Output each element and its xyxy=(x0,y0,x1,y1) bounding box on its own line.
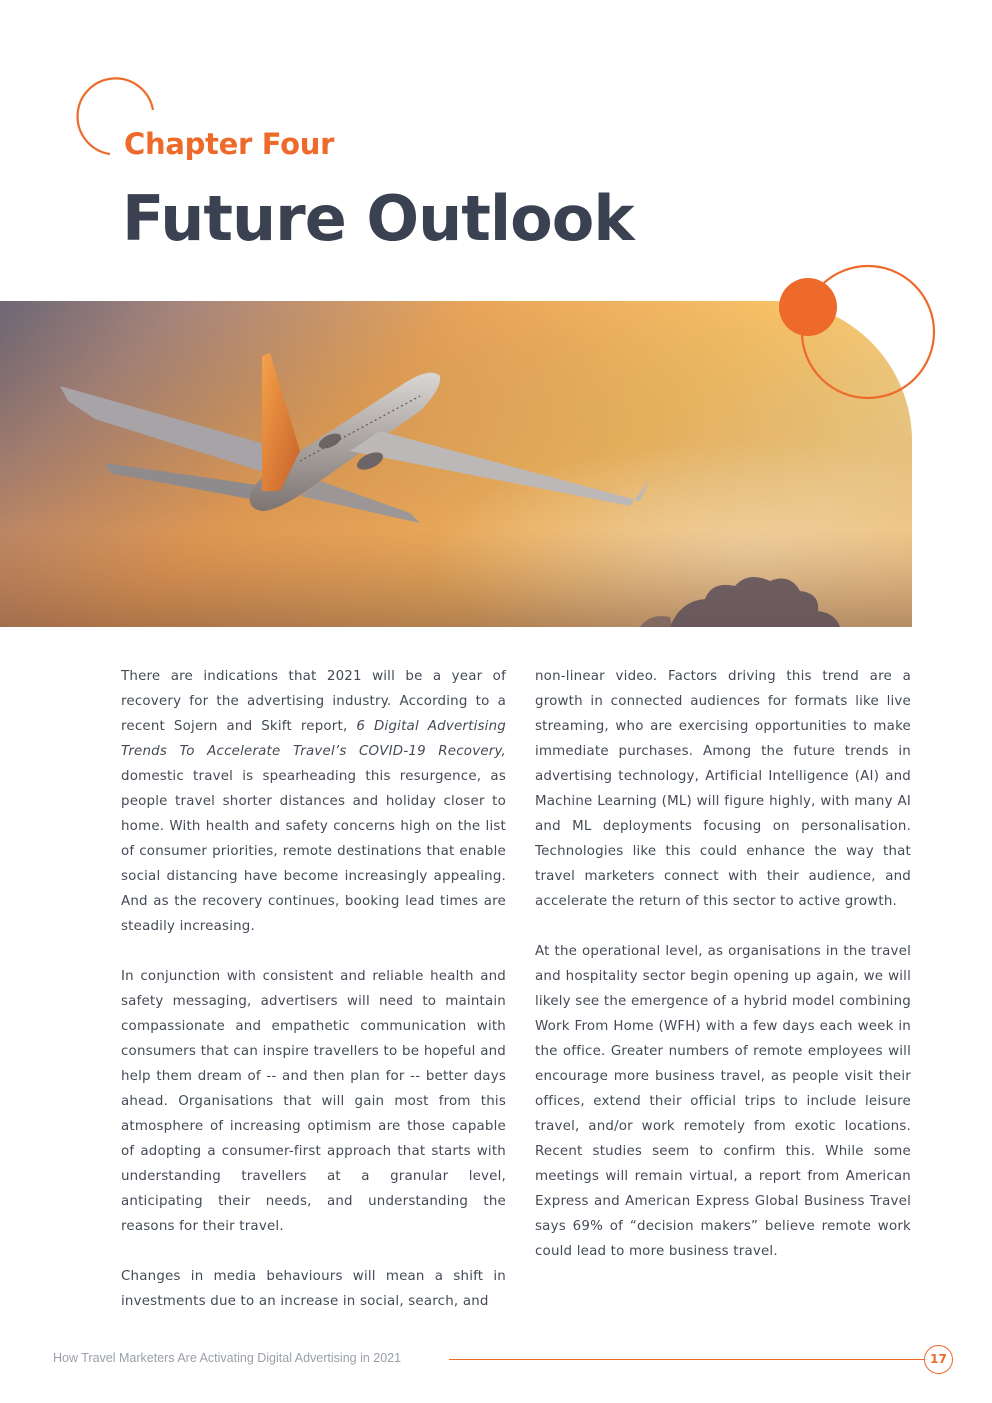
body-column-right xyxy=(535,664,911,1289)
chapter-label: Chapter Four xyxy=(124,127,335,161)
page-number: 17 xyxy=(924,1345,953,1374)
report-title-italic: 6 Digital Advertising Trends To Accelerate Travel’s COVID-19 Recovery, xyxy=(121,719,506,759)
paragraph: non-linear video. Factors driving this trend are a growth in connected audiences for formats like live streaming, who are exercising opportunities to make immediate purchases. Among the future trends in advertising technology, Artificial Intelligence (AI) and Machine Learning (ML) will figure highly, with many AI and ML deployments focusing on personalisation. Technologies like this could enhance the way that travel marketers connect with their audience, and accelerate the return of this sector to active growth. xyxy=(535,669,911,909)
body-column-left xyxy=(121,664,506,1339)
paragraph: At the operational level, as organisations in the travel and hospitality sector begin opening up again, we will likely see the emergence of a hybrid model combining Work From Home (WFH) with a few days each week in the office. Greater numbers of remote employees will encourage more business travel, as people visit their offices, extend their official trips to include leisure travel, and/or work remotely from exotic locations. Recent studies seem to confirm this. While some meetings will remain virtual, a report from American Express and American Express Global Business Travel says 69% of “decision makers” believe remote work could lead to more business travel. xyxy=(535,944,911,1259)
decorative-circles-icon xyxy=(770,262,942,402)
paragraph: Changes in media behaviours will mean a shift in investments due to an increase in social, search, and xyxy=(121,1269,506,1309)
paragraph: There are indications that 2021 will be a year of recovery for the advertising industry. According to a recent Sojern and Skift report, 6 Digital Advertising Trends To Accelerate Travel’s COVID-19 Recovery, domestic travel is spearheading this resurgence, as people travel shorter distances and holiday closer to home. With health and safety concerns high on the list of consumer priorities, remote destinations that enable social distancing have become increasingly appealing. And as the recovery continues, booking lead times are steadily increasing. xyxy=(121,669,506,934)
paragraph: In conjunction with consistent and reliable health and safety messaging, advertisers will need to maintain compassionate and empathetic communication with consumers that can inspire travellers to be hopeful and help them dream of -- and then plan for -- better days ahead. Organisations that will gain most from this atmosphere of increasing optimism are those capable of adopting a consumer-first approach that starts with understanding travellers at a granular level, anticipating their needs, and understanding the reasons for their travel. xyxy=(121,969,506,1234)
page-title: Future Outlook xyxy=(122,182,634,255)
footer-divider xyxy=(449,1359,925,1360)
footer-report-title: How Travel Marketers Are Activating Digital Advertising in 2021 xyxy=(53,1351,402,1365)
